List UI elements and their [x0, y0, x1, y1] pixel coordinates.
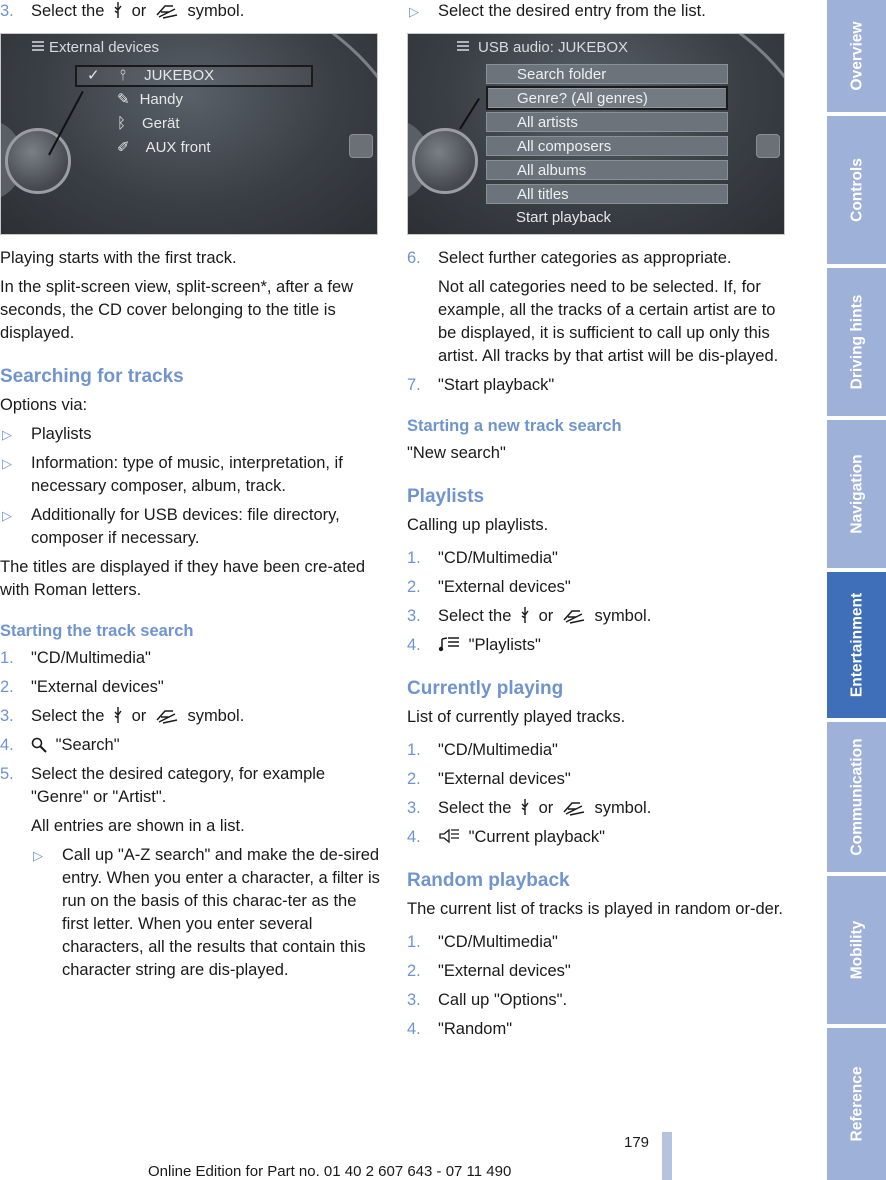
list-item: 3. Select the or symbol. [0, 707, 245, 725]
paragraph: In the split-screen view, split-screen*, after a few seconds, the CD cover belonging to the title is displayed. [0, 278, 354, 342]
list-item: ▷ Additionally for USB devices: file directory, composer if necessary. [2, 506, 340, 547]
aux-icon: ✐ [117, 139, 130, 156]
check-icon: ✓ [87, 67, 100, 84]
list-item: 3. Select the or symbol. [407, 607, 652, 625]
menu-item-all-artists[interactable]: All artists [486, 112, 728, 132]
subsection-heading: Starting the track search [0, 622, 194, 640]
list-item: 1. "CD/Multimedia" [0, 649, 151, 667]
paragraph: The titles are displayed if they have been cre-ated with Roman letters. [0, 558, 366, 599]
paragraph: Calling up playlists. [407, 516, 549, 534]
list-item: 1. "CD/Multimedia" [407, 741, 558, 759]
list-item: 4. "Playlists" [407, 636, 541, 654]
list-item: 7. "Start playback" [407, 376, 555, 394]
step-select-symbol: 3. Select the or symbol. [0, 2, 245, 20]
usb-icon [113, 706, 123, 724]
list-item: 3. Select the or symbol. [407, 799, 652, 817]
triangle-bullet-icon: ▷ [2, 508, 12, 523]
menu-item-jukebox[interactable]: JUKEBOX [144, 67, 215, 84]
tab-controls[interactable]: Controls [827, 116, 886, 268]
tab-navigation[interactable]: Navigation [827, 420, 886, 572]
list-item: 4. "Random" [407, 1020, 513, 1038]
paragraph: "New search" [407, 444, 506, 462]
menu-item-genre[interactable]: Genre? (All genres) [486, 88, 728, 108]
menu-item-aux-front[interactable]: AUX front [145, 139, 211, 156]
screen-title: External devices [49, 39, 160, 56]
usb-audio-screen [407, 33, 785, 235]
page-marker [662, 1132, 672, 1180]
section-heading: Searching for tracks [0, 366, 184, 387]
subsection-heading: Starting a new track search [407, 417, 622, 435]
triangle-bullet-icon: ▷ [409, 4, 419, 19]
list-item: 5. Select the desired category, for example "Genre" or "Artist". [0, 765, 326, 806]
list-item: 4. "Search" [0, 736, 120, 754]
controller-knob [412, 128, 478, 194]
phone-icon: ✎ [117, 91, 130, 108]
page-number: 179 [624, 1134, 650, 1151]
tab-driving-hints[interactable]: Driving hints [827, 268, 886, 420]
list-item: 6. Select further categories as appropriate. [407, 249, 732, 267]
list-item: 3. Call up "Options". [407, 991, 568, 1009]
tab-overview[interactable]: Overview [827, 0, 886, 116]
tab-mobility[interactable]: Mobility [827, 876, 886, 1028]
paragraph: The current list of tracks is played in random or-der. [407, 900, 783, 918]
tab-entertainment[interactable]: Entertainment [827, 572, 886, 722]
menu-item-all-albums[interactable]: All albums [486, 160, 728, 180]
search-icon [31, 737, 47, 753]
right-column [407, 0, 787, 1047]
menu-item-all-composers[interactable]: All composers [486, 136, 728, 156]
paragraph: All entries are shown in a list. [31, 817, 245, 835]
chapter-sidebar [827, 0, 886, 1180]
usb-icon [520, 606, 530, 624]
paragraph: Not all categories need to be selected. If, for example, all the tracks of a certain artist are to be displayed, it is sufficient to call up only this artist. All tracks by that artist will be dis-played. [438, 278, 779, 365]
option-button-icon [349, 134, 373, 158]
list-item: 4. "Current playback" [407, 828, 606, 846]
current-playback-icon [438, 827, 460, 845]
triangle-bullet-icon: ▷ [2, 427, 12, 442]
external-devices-screen [0, 33, 378, 235]
selected-highlight [486, 86, 728, 110]
menu-item-search-folder[interactable]: Search folder [486, 64, 728, 84]
menu-item-all-titles[interactable]: All titles [486, 184, 728, 204]
list-item: ▷ Select the desired entry from the list. [407, 0, 787, 23]
section-heading: Playlists [407, 486, 485, 507]
phone-device-icon [155, 3, 179, 19]
section-heading: Currently playing [407, 678, 564, 699]
phone-device-icon [562, 800, 586, 816]
footer-text: Online Edition for Part no. 01 40 2 607 643 - 07 11 490 [148, 1163, 512, 1180]
list-item: 2. "External devices" [407, 578, 571, 596]
list-item: 1. "CD/Multimedia" [407, 549, 558, 567]
bluetooth-icon: ᛒ [117, 115, 127, 132]
phone-device-icon [562, 608, 586, 624]
paragraph: Options via: [0, 396, 88, 414]
menu-item-handy[interactable]: Handy [139, 91, 183, 108]
triangle-bullet-icon: ▷ [33, 848, 43, 863]
list-item: ▷ Call up "A-Z search" and make the de-sired entry. When you enter a character, a filter is run on the basis of this charac-ter as the first letter. When you enter several characters, all the results that contain this character string are dis-played. [33, 846, 380, 979]
list-item: 1. "CD/Multimedia" [407, 933, 558, 951]
option-button-icon [756, 134, 780, 158]
usb-icon [113, 1, 123, 19]
controller-knob [5, 128, 71, 194]
menu-item-geraet[interactable]: Gerät [142, 115, 180, 132]
screen-title: USB audio: JUKEBOX [478, 39, 629, 56]
left-column [0, 0, 380, 988]
section-heading: Random playback [407, 870, 570, 891]
tab-reference[interactable]: Reference [827, 1028, 886, 1180]
tab-communication[interactable]: Communication [827, 722, 886, 876]
paragraph: List of currently played tracks. [407, 708, 626, 726]
usb-icon: ⫯ [119, 67, 127, 84]
menu-icon [456, 40, 470, 52]
menu-item-start-playback[interactable]: Start playback [516, 209, 612, 226]
playlist-icon [438, 635, 460, 653]
list-item: 2. "External devices" [407, 770, 571, 788]
list-item: 2. "External devices" [407, 962, 571, 980]
paragraph: Playing starts with the first track. [0, 249, 237, 267]
list-item: 2. "External devices" [0, 678, 164, 696]
phone-device-icon [155, 708, 179, 724]
list-item: ▷ Information: type of music, interpretation, if necessary composer, album, track. [2, 454, 343, 495]
menu-icon [31, 40, 45, 52]
triangle-bullet-icon: ▷ [2, 456, 12, 471]
usb-icon [520, 798, 530, 816]
list-item: ▷ Playlists [0, 423, 380, 446]
